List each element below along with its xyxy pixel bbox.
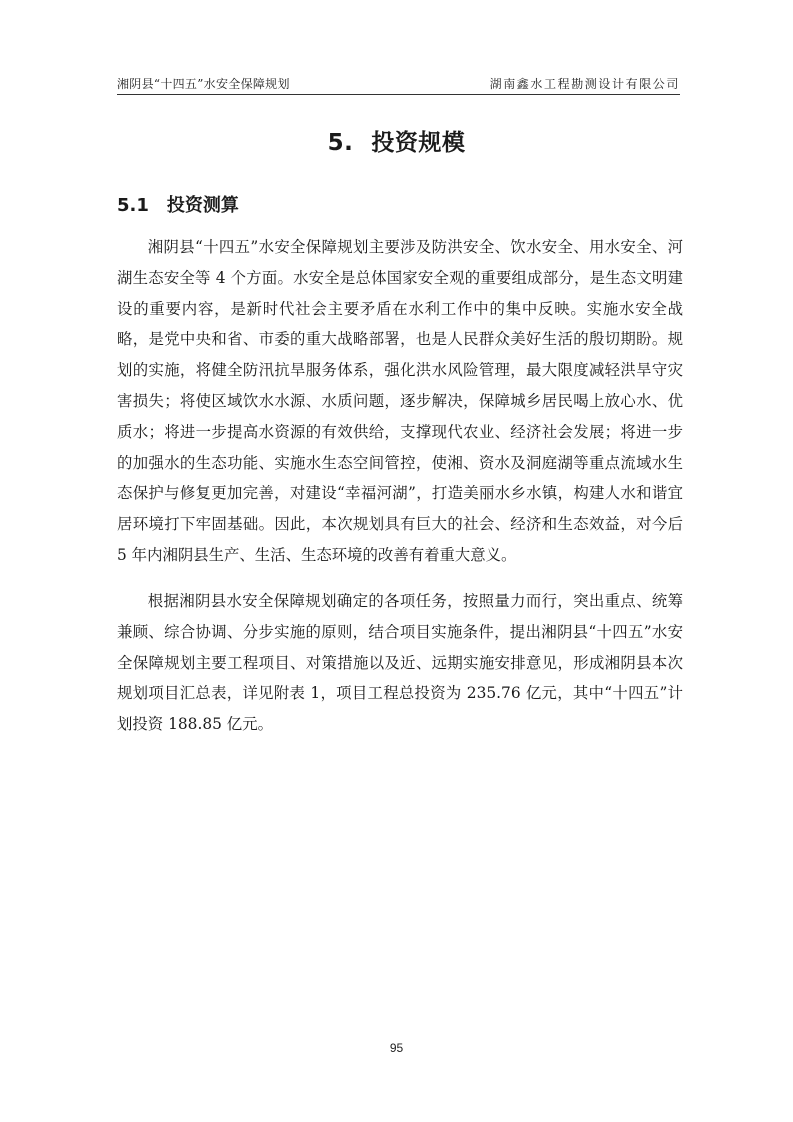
chapter-title <box>0 124 793 157</box>
page-number: 95 <box>389 1041 404 1055</box>
section-heading <box>117 191 239 217</box>
header-document-title: 湘阴县“十四五”水安全保障规划 <box>117 77 290 91</box>
header-company-name: 湖南鑫水工程勘测设计有限公司 <box>489 77 680 91</box>
chapter-number: 5. <box>327 130 354 156</box>
section-title-text: 投资测算 <box>166 195 239 216</box>
body-paragraph: 根据湘阴县水安全保障规划确定的各项任务，按照量力而行，突出重点、统筹兼顾、综合协调、分步实施的原则，结合项目实施条件，提出湘阴县“十四五”水安全保障规划主要工程项目、对策措施以及近、远期实施安排意见，形成湘阴县本次规划项目汇总表，详见附表 1，项目工程总投资为 235.76 亿元，其中“十四五”计划投资 188.85 亿元。 <box>117 592 683 734</box>
body-paragraph: 湘阴县“十四五”水安全保障规划主要涉及防洪安全、饮水安全、用水安全、河湖生态安全等 4 个方面。水安全是总体国家安全观的重要组成部分，是生态文明建设的重要内容，是新时代社会主要矛盾在水利工作中的集中反映。实施水安全战略，是党中央和省、市委的重大战略部署，也是人民群众美好生活的殷切期盼。规划的实施，将健全防汛抗旱服务体系，强化洪水风险管理，最大限度减轻洪旱守灾害损失；将使区域饮水水源、水质问题，逐步解决，保障城乡居民喝上放心水、优质水；将进一步提高水资源的有效供给，支撑现代农业、经济社会发展；将进一步的加强水的生态功能、实施水生态空间管控，使湘、资水及洞庭湖等重点流域水生态保护与修复更加完善，对建设“幸福河湖”，打造美丽水乡水镇，构建人水和谐宜居环境打下牢固基础。因此，本次规划具有巨大的社会、经济和生态效益，对今后 5 年内湘阴县生产、生活、生态环境的改善有着重大意义。 <box>117 238 683 564</box>
chapter-title-text: 投资规模 <box>371 130 466 156</box>
page-header <box>117 72 680 95</box>
section-number: 5.1 <box>117 195 149 216</box>
